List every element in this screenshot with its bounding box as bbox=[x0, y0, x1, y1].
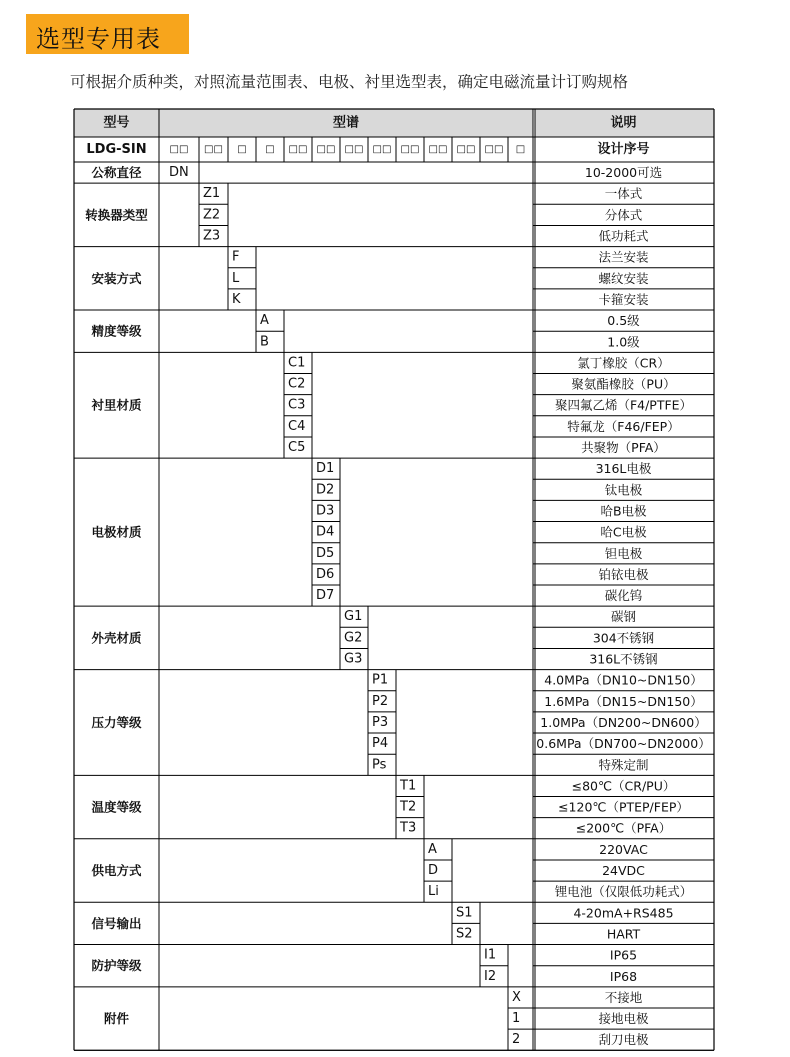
model-placeholder: □□ bbox=[344, 144, 364, 155]
model-placeholder: □ bbox=[515, 144, 526, 155]
code-cell: L bbox=[232, 270, 240, 286]
code-cell: DN bbox=[169, 165, 189, 181]
code-cell: P2 bbox=[372, 693, 389, 709]
description-cell: 哈C电极 bbox=[600, 524, 647, 540]
code-cell: I1 bbox=[484, 947, 497, 963]
code-cell: A bbox=[428, 841, 437, 857]
code-cell: D bbox=[428, 863, 439, 879]
description-cell: ≤120℃（PTEP/FEP） bbox=[558, 799, 689, 815]
description-cell: 氯丁橡胶（CR） bbox=[577, 355, 670, 371]
code-cell: S2 bbox=[456, 926, 473, 942]
code-cell: K bbox=[232, 291, 241, 307]
code-cell: Ps bbox=[372, 757, 387, 773]
description-cell: IP65 bbox=[609, 947, 638, 963]
description-cell: 碳钢 bbox=[610, 609, 637, 625]
group-label: 转换器类型 bbox=[85, 207, 148, 223]
description-cell: 法兰安装 bbox=[598, 249, 649, 265]
group-label: 温度等级 bbox=[91, 799, 142, 815]
header-spectrum: 型谱 bbox=[332, 115, 360, 131]
description-cell: 分体式 bbox=[604, 207, 643, 223]
code-cell: T1 bbox=[400, 778, 417, 794]
description-cell: 24VDC bbox=[602, 863, 645, 879]
model-placeholder: □□ bbox=[428, 144, 448, 155]
description-cell: 不接地 bbox=[604, 989, 643, 1005]
code-cell: A bbox=[260, 313, 269, 329]
model-placeholder: □ bbox=[265, 144, 275, 155]
model-placeholder: □□ bbox=[288, 144, 308, 155]
description-cell: 220VAC bbox=[599, 841, 648, 857]
description-cell: 316L电极 bbox=[595, 461, 652, 477]
code-cell: F bbox=[232, 249, 240, 265]
model-placeholder: □□ bbox=[316, 144, 336, 155]
group-label: 供电方式 bbox=[91, 863, 142, 879]
code-cell: C2 bbox=[288, 376, 306, 392]
description-cell: 1.6MPa（DN15~DN150） bbox=[544, 693, 703, 709]
section-title: 选型专用表 bbox=[36, 25, 161, 53]
code-cell: D7 bbox=[316, 588, 335, 604]
code-cell: D1 bbox=[316, 461, 335, 477]
code-cell: Li bbox=[428, 884, 439, 900]
group-label: 防护等级 bbox=[91, 958, 142, 974]
code-cell: T2 bbox=[400, 799, 417, 815]
description-cell: 钽电极 bbox=[604, 545, 643, 561]
description-cell: IP68 bbox=[609, 968, 638, 984]
code-cell: Z1 bbox=[203, 186, 221, 202]
description-cell: 螺纹安装 bbox=[598, 270, 649, 286]
model-placeholder: □ bbox=[237, 144, 247, 155]
description-cell: 锂电池（仅限低功耗式） bbox=[554, 884, 693, 900]
code-cell: B bbox=[260, 334, 269, 350]
code-cell: P3 bbox=[372, 714, 389, 730]
group-label: 附件 bbox=[103, 1011, 130, 1027]
description-cell: 特氟龙（F46/FEP） bbox=[567, 418, 680, 434]
group-label: 信号输出 bbox=[91, 915, 142, 931]
code-cell: Z2 bbox=[203, 207, 221, 223]
group-label: 电极材质 bbox=[91, 524, 142, 540]
description-cell: 接地电极 bbox=[598, 1011, 649, 1027]
description-cell: 碳化钨 bbox=[604, 588, 643, 604]
header-description: 说明 bbox=[610, 115, 637, 131]
model-placeholder: □□ bbox=[456, 144, 476, 155]
code-cell: D4 bbox=[316, 524, 335, 540]
description-cell: 卡箍安装 bbox=[598, 291, 649, 307]
description-cell: 4-20mA+RS485 bbox=[573, 905, 674, 921]
model-label: LDG-SIN bbox=[86, 142, 147, 157]
code-cell: D6 bbox=[316, 566, 335, 582]
group-label: 精度等级 bbox=[91, 323, 142, 339]
header-model: 型号 bbox=[103, 115, 130, 131]
code-cell: C4 bbox=[288, 418, 306, 434]
code-cell: G3 bbox=[344, 651, 363, 667]
model-description: 设计序号 bbox=[597, 142, 650, 157]
group-label: 衬里材质 bbox=[91, 397, 142, 413]
model-placeholder: □□ bbox=[169, 144, 189, 155]
code-cell: T3 bbox=[400, 820, 417, 836]
description-cell: 0.6MPa（DN700~DN2000） bbox=[536, 736, 711, 752]
group-label: 安装方式 bbox=[91, 270, 142, 286]
description-cell: 聚四氟乙烯（F4/PTFE） bbox=[554, 397, 693, 413]
description-cell: 共聚物（PFA） bbox=[581, 440, 666, 456]
model-placeholder: □□ bbox=[400, 144, 420, 155]
description-cell: 304不锈钢 bbox=[592, 630, 655, 646]
table-header-fill bbox=[74, 109, 533, 137]
code-cell: X bbox=[512, 989, 521, 1005]
code-cell: G2 bbox=[344, 630, 363, 646]
group-label: 压力等级 bbox=[91, 714, 142, 730]
code-cell: D3 bbox=[316, 503, 335, 519]
code-cell: D5 bbox=[316, 545, 335, 561]
group-label: 外壳材质 bbox=[91, 630, 142, 646]
description-cell: 1.0MPa（DN200~DN600） bbox=[540, 714, 707, 730]
description-cell: HART bbox=[606, 926, 641, 942]
description-cell: 钛电极 bbox=[604, 482, 643, 498]
code-cell: 1 bbox=[512, 1011, 521, 1027]
description-cell: ≤80℃（CR/PU） bbox=[571, 778, 676, 794]
description-cell: 10-2000可选 bbox=[584, 165, 663, 181]
description-cell: 低功耗式 bbox=[598, 228, 649, 244]
code-cell: P4 bbox=[372, 736, 389, 752]
description-cell: 一体式 bbox=[604, 186, 643, 202]
intro-text: 可根据介质种类，对照流量范围表、电极、衬里选型表，确定电磁流量计订购规格 bbox=[70, 73, 629, 91]
description-cell: 特殊定制 bbox=[598, 757, 649, 773]
description-cell: 聚氨酯橡胶（PU） bbox=[571, 376, 676, 392]
code-cell: S1 bbox=[456, 905, 473, 921]
code-cell: C5 bbox=[288, 440, 306, 456]
code-cell: Z3 bbox=[203, 228, 221, 244]
code-cell: C1 bbox=[288, 355, 306, 371]
model-placeholder: □□ bbox=[372, 144, 392, 155]
code-cell: C3 bbox=[288, 397, 306, 413]
code-cell: D2 bbox=[316, 482, 335, 498]
code-cell: I2 bbox=[484, 968, 497, 984]
description-cell: 0.5级 bbox=[607, 313, 640, 329]
code-cell: P1 bbox=[372, 672, 389, 688]
model-placeholder: □□ bbox=[484, 144, 504, 155]
description-cell: 哈B电极 bbox=[600, 503, 647, 519]
group-label: 公称直径 bbox=[91, 165, 142, 181]
description-cell: 4.0MPa（DN10~DN150） bbox=[544, 672, 703, 688]
description-cell: 铂铱电极 bbox=[598, 566, 649, 582]
model-placeholder: □□ bbox=[204, 144, 223, 155]
description-cell: 316L不锈钢 bbox=[589, 651, 658, 667]
code-cell: G1 bbox=[344, 609, 363, 625]
code-cell: 2 bbox=[512, 1032, 521, 1048]
description-cell: 1.0级 bbox=[607, 334, 640, 350]
description-cell: ≤200℃（PFA） bbox=[575, 820, 672, 836]
description-cell: 刮刀电极 bbox=[598, 1032, 649, 1048]
